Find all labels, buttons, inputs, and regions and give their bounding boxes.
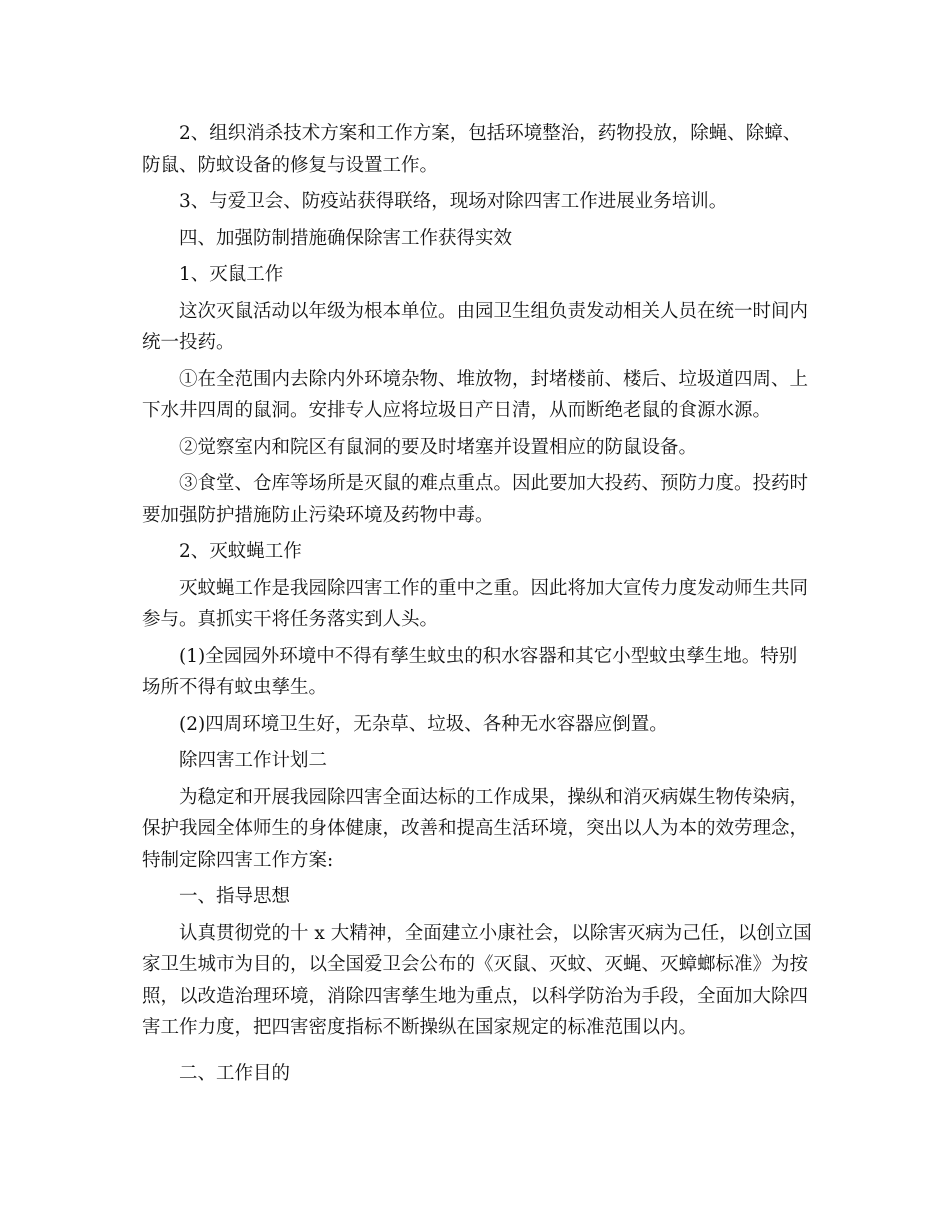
section-heading	[142, 1058, 810, 1090]
text-line: ①在全范围内去除内外环境杂物、堆放物，封堵楼前、楼后、垃圾道四周、上	[179, 368, 809, 390]
paragraph	[142, 364, 810, 427]
document-page	[142, 118, 810, 1094]
section-heading	[142, 881, 810, 913]
subsection-heading	[142, 259, 810, 291]
section-title	[142, 745, 810, 777]
text-line: 统一投药。	[142, 332, 235, 353]
text-line: 要加强防护措施防止污染环境及药物中毒。	[142, 504, 494, 526]
text-line: ③食堂、仓库等场所是灭鼠的难点重点。因此要加大投药、预防力度。投药时	[179, 473, 809, 494]
paragraph	[142, 296, 810, 359]
text-line: 2、组织消杀技术方案和工作方案，包括环境整治，药物投放，除蝇、除蟑、	[179, 123, 802, 144]
text-line: (2)四周环境卫生好，无杂草、垃圾、各种无水容器应倒置。	[179, 713, 668, 735]
text-line: 这次灭鼠活动以年级为根本单位。由园卫生组负责发动相关人员在统一时间内	[179, 300, 809, 322]
subsection-heading	[142, 536, 810, 568]
text-line: 害工作力度，把四害密度指标不断操纵在国家规定的标准范围以内。	[142, 1017, 698, 1038]
paragraph	[142, 468, 810, 531]
text-line: ②觉察室内和院区有鼠洞的要及时堵塞并设置相应的防鼠设备。	[179, 436, 698, 458]
text-line: 二、工作目的	[179, 1062, 291, 1084]
paragraph	[142, 709, 810, 741]
paragraph	[142, 432, 810, 464]
text-line: 四、加强防制措施确保除害工作获得实效	[179, 227, 513, 249]
text-line: 一、指导思想	[179, 886, 291, 907]
text-line: 为稳定和开展我园除四害全面达标的工作成果，操纵和消灭病媒生物传染病，	[179, 786, 809, 808]
text-line: (1)全园园外环境中不得有孳生蚊虫的积水容器和其它小型蚊虫孳生地。特别	[179, 645, 798, 667]
text-line: 特制定除四害工作方案:	[142, 849, 334, 871]
paragraph	[142, 186, 810, 218]
text-line: 防鼠、防蚊设备的修复与设置工作。	[142, 154, 439, 176]
text-line: 保护我园全体师生的身体健康，改善和提高生活环境，突出以人为本的效劳理念，	[142, 818, 809, 839]
text-line: 2、灭蚊蝇工作	[179, 541, 302, 562]
text-line: 下水井四周的鼠洞。安排专人应将垃圾日产日清，从而断绝老鼠的食源水源。	[142, 400, 772, 421]
text-line: 家卫生城市为目的，以全国爱卫会公布的《灭鼠、灭蚊、灭蝇、灭蟑螂标准》为按	[142, 954, 809, 975]
section-heading	[142, 223, 810, 255]
text-line: 1、灭鼠工作	[179, 264, 284, 285]
text-line: 3、与爱卫会、防疫站获得联络，现场对除四害工作进展业务培训。	[179, 191, 728, 212]
paragraph	[142, 918, 810, 1044]
text-line: 除四害工作计划二	[179, 750, 328, 771]
paragraph	[142, 118, 810, 181]
text-line: 参与。真抓实干将任务落实到人头。	[142, 609, 439, 630]
text-line: 灭蚊蝇工作是我园除四害工作的重中之重。因此将加大宣传力度发动师生共同	[179, 577, 809, 599]
text-line: 场所不得有蚊虫孳生。	[142, 677, 328, 698]
paragraph	[142, 641, 810, 704]
text-line: 认真贯彻党的十 x 大精神，全面建立小康社会，以除害灭病为己任，以创立国	[179, 922, 812, 944]
text-line: 照，以改造治理环境，消除四害孳生地为重点，以科学防治为手段，全面加大除四	[142, 985, 809, 1007]
paragraph	[142, 573, 810, 636]
paragraph	[142, 782, 810, 877]
